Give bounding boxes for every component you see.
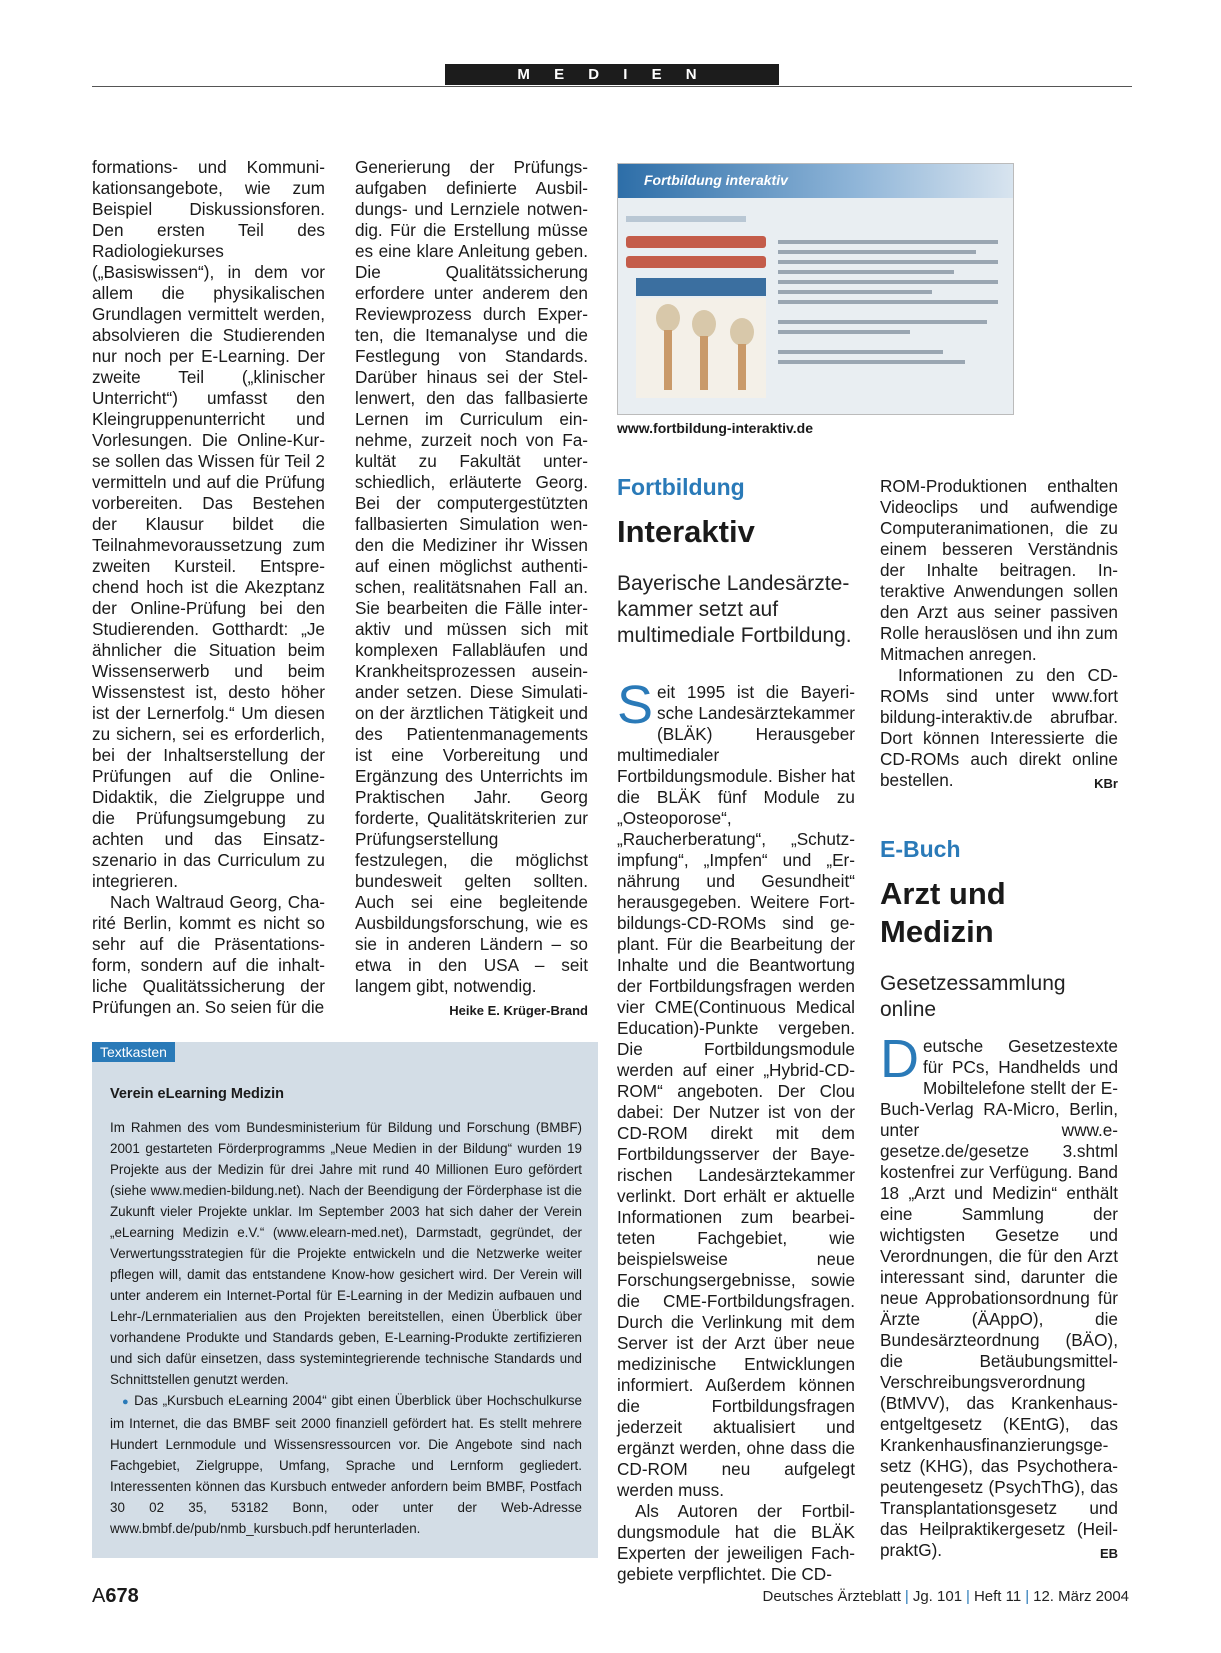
textbox-body (110, 1117, 582, 1539)
bullet-icon: ● (122, 1396, 130, 1408)
col1-paragraph: formations- und Kommunikationsangebote, wie zum Beispiel Diskussionsforen. Den ersten Teil des Radiologiekurses („Basiswissen“), in dem vor allem die physikalischen Grundlagen vermittelt werden, absolvieren die Studierenden nur noch per E-Learning. Der zweite Teil („klinischer Unterricht“) umfasst den Kleingruppenunterricht und Vorlesungen. Die Online-Kurse sollen das Wissen für Teil 2 vermitteln und auf die Prüfung vorbereiten. Das Bestehen der Klausur bildet die Teilnahmevoraussetzung zum zweiten Kursteil. Entsprechend hoch ist die Akezptanz der Online-Prüfung bei den Studierenden. Gotthardt: „Je ähnlicher die Situation beim Wissenserwerb und beim Wissenstest ist, desto höher ist der Lernerfolg.“ Um diesen zu sichern, sei es erforderlich, bei der Inhaltserstellung der Prüfungen auf die Online-Didaktik, die Zielgruppe und die Prüfungsumgebung zu achten und das Einsatzszenario in das Curriculum zu integrieren. (92, 157, 325, 891)
article-headline: Arzt und (880, 876, 1006, 911)
article-headline: Medizin (880, 914, 994, 949)
article-body: eutsche Gesetzestexte für PCs, Handhelds und Mobiltelefone stellt der E-Buch-Verlag RA-Micro, Berlin, unter www.e-gesetze.de/gesetze 3.shtml kostenfrei zur Verfügung. Band 18 „Arzt und Medizin“ enthält eine Sammlung der wichtigsten Gesetze und Verordnungen, die für den Arzt interessant sind, darunter die neue Approbationsordnung für Ärzte (ÄAppO), die Bundesärzteordnung (BÄO), die Betäubungsmittel-Verschreibungsverordnung (BtMVV), das Krankenhausentgeltgesetz (KEntG), das Krankenhausfinanzierungsgesetz (KHG), das Psychotherapeutengesetz (PsychThG), das Transplantationsgesetz und das Heilpraktikergesetz (HeilpraktG). (880, 1036, 1118, 1560)
article-2-body (880, 1029, 1118, 1564)
section-label: M E D I E N (445, 64, 779, 85)
article-2-heading (880, 836, 1120, 1023)
article-body: Als Autoren der Fortbildungsmodule hat die BLÄK Experten der jeweiligen Fachgebiete verpflichtet. Die CD- (617, 1501, 855, 1584)
article-1-heading (617, 474, 857, 649)
textbox-paragraph: Das „Kursbuch eLearning 2004“ gibt einen Überblick über Hochschulkurse im Internet, die das BMBF seit 2000 finanziell gefördert hat. Es stellt mehrere Hundert Lernmodule und Wissensressourcen vor. Die Angebote sind nach Fachgebiet, Zielgruppe, Umfang, Sprache und Lernform gegliedert. Interessenten können das Kursbuch entweder anfordern beim BMBF, Postfach 30 02 35, 53182 Bonn, oder unter der Web-Adresse www.bmbf.de/pub/nmb_kursbuch.pdf herunterladen. (110, 1393, 582, 1536)
screenshot-banner-title: Fortbildung interaktiv (644, 172, 788, 188)
screenshot-menu-bar (626, 256, 766, 268)
article-headline: Interaktiv (617, 514, 755, 549)
header-rule (92, 86, 1132, 87)
column-1 (92, 157, 325, 1018)
author-byline: KBr (1094, 776, 1118, 791)
article-body: ROM-Produktionen enthalten Videoclips und aufwendige Computeranimationen, die zu einem besseren Verständnis der Inhalte beitragen. Interaktive Anwendungen sollen den Arzt aus seiner passiven Rolle herauslösen und ihn zum Mitmachen anregen. (880, 476, 1118, 664)
dropcap: S (617, 675, 654, 735)
page-number (92, 1585, 139, 1608)
page-number-value: 678 (105, 1585, 139, 1607)
screenshot-module-header (636, 278, 766, 296)
screenshot-banner (618, 164, 1013, 198)
col2-paragraph: Generierung der Prüfungsaufgaben definierte Ausbildungs- und Lernziele notwendig. Für die Erstellung müsse es eine klare Anleitung geben. Die Qualitätssicherung erfordere unter anderem den Reviewprozess durch Experten, die Itemanalyse und die Festlegung von Standards. Darüber hinaus sei der Stellenwert, den das fallbasierte Lernen im Curriculum einnehme, zurzeit noch von Fakultät zu Fakultät unterschiedlich, erläuterte Georg. Bei der computergestützten fallbasierten Simulation wenden die Mediziner ihr Wissen auf einen möglichst authentischen, realitätsnahen Fall an. Sie bearbeiten die Fälle interaktiv und müssen sich mit komplexen Fallabläufen und Krankheitsprozessen auseinander setzen. Diese Simulation der ärztlichen Tätigkeit und des Patientenmanagements ist eine Vorbereitung und Ergänzung des Unterrichts im Praktischen Jahr. Georg forderte, Qualitätskriterien zur Prüfungserstellung festzulegen, die möglichst bundesweit gelten sollten. Auch sei eine begleitende Ausbildungsforschung, wie es sie in anderen Ländern – so etwa in den USA – seit langem gibt, notwendig. (355, 157, 588, 996)
column-3 (617, 675, 855, 1585)
column-2 (355, 157, 588, 1021)
article-deck: Bayerische Landesärztekammer setzt auf multimediale Fortbildung. (617, 572, 852, 647)
col1-paragraph: Nach Waltraud Georg, Charité Berlin, kommt es nicht so sehr auf die Präsentationsform, sondern auf die inhaltliche Qualitätssicherung der Prüfungen an. So seien für die (92, 892, 325, 1017)
spine-illustration (636, 298, 766, 398)
column-4 (880, 476, 1118, 794)
author-byline: Heike E. Krüger-Brand (449, 1003, 588, 1018)
page-prefix: A (92, 1585, 106, 1607)
journal-info: Deutsches Ärzteblatt | Jg. 101 | Heft 11 | 12. März 2004 (762, 1588, 1129, 1605)
website-screenshot (617, 163, 1014, 415)
journal-volume: Jg. 101 (912, 1588, 963, 1605)
textbox-tab: Textkasten (92, 1042, 175, 1062)
textbox-paragraph: Im Rahmen des vom Bundesministerium für Bildung und Forschung (BMBF) 2001 gestarteten Förderprogramms „Neue Medien in der Bildung“ wurden 19 Projekte aus der Medizin für drei Jahre mit rund 40 Millionen Euro gefördert (siehe www.medien-bildung.net). Nach der Beendigung der Förderphase ist die Zukunft vieler Projekte unklar. Im September 2003 hat sich daher der Verein „eLearning Medizin e.V.“ (www.elearn-med.net), Darmstadt, gegründet, der Verwertungsstrategien für die Projekte entwickeln und die Netzwerke weiter pflegen will, damit das entstandene Know-how gesichert wird. Der Verein will unter anderem ein Internet-Portal für E-Learning in der Medizin aufbauen und Lehr-/Lernmaterialien aus den Projekten bereitstellen, einen Überblick über vorhandene Produkte und Standards geben, E-Learning-Produkte zertifizieren und sich dafür einsetzen, dass systemintegrierende technische Standards und Schnittstellen genutzt werden. (110, 1120, 582, 1387)
textbox-title: Verein eLearning Medizin (110, 1086, 285, 1102)
journal-name: Deutsches Ärzteblatt (762, 1588, 901, 1605)
journal-issue: Heft 11 (973, 1588, 1022, 1605)
author-byline: EB (1099, 1546, 1118, 1561)
dropcap: D (880, 1029, 919, 1089)
article-kicker: Fortbildung (617, 474, 745, 500)
article-deck: Gesetzessammlung online (880, 972, 1066, 1021)
screenshot-nav-line (626, 216, 746, 222)
screenshot-text-block (778, 234, 998, 370)
screenshot-menu-bar (626, 236, 766, 248)
article-body: Informationen zu den CD-ROMs sind unter www.fort bildung-interaktiv.de abrufbar. Dort können Interessierte die CD-ROMs auch direkt online bestellen. (880, 665, 1118, 790)
article-body: eit 1995 ist die Bayerische Landesärztekammer (BLÄK) Herausgeber multimedialer Fortbildungsmodule. Bisher hat die BLÄK fünf Module zu „Osteoporose“, „Raucherberatung“, „Schutzimpfung“, „Impfen“ und „Ernährung und Gesundheit“ herausgegeben. Weitere Fortbildungs-CD-ROMs sind geplant. Für die Bearbeitung der Inhalte und die Beantwortung der Fortbildungsfragen werden vier CME(Continuous Medical Education)-Punkte vergeben. Die Fortbildungsmodule werden auf einer „Hybrid-CD-ROM“ angeboten. Der Clou dabei: Der Nutzer ist von der CD-ROM direkt mit dem Fortbildungsserver der Bayerischen Landesärztekammer verlinkt. Dort erhält er aktuelle Informationen zum bearbeiteten Fachgebiet, wie beispielsweise neue Forschungsergebnisse, sowie die CME-Fortbildungsfragen. Durch die Verlinkung mit dem Server ist der Arzt über neue medizinische Entwicklungen informiert. Außerdem können die Fortbildungsfragen jederzeit aktualisiert und ergänzt werden, ohne dass die CD-ROM neu aufgelegt werden muss. (617, 682, 855, 1500)
journal-date: 12. März 2004 (1033, 1588, 1129, 1605)
article-kicker: E-Buch (880, 836, 961, 862)
figure-caption: www.fortbildung-interaktiv.de (617, 420, 813, 436)
